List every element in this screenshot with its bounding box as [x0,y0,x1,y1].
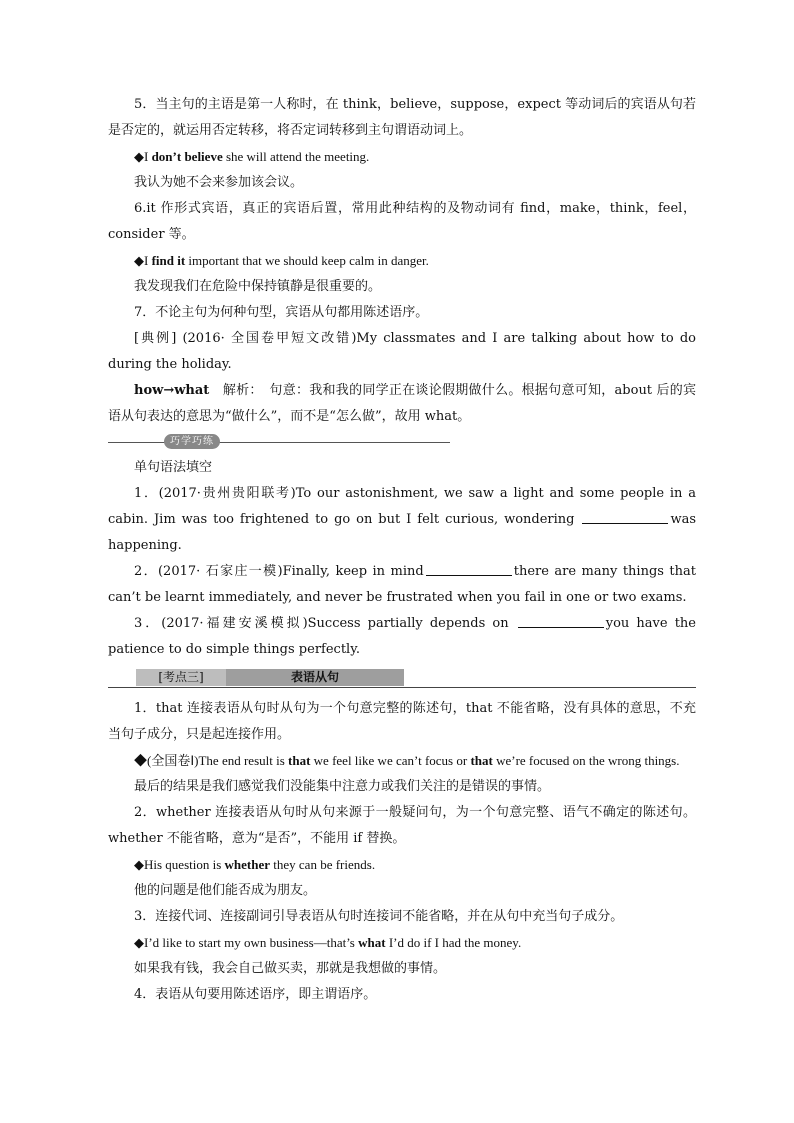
question-3: 3．(2017·福建安溪模拟)Success partially depends on you have the patience to do simple things perfectly. [108,616,696,657]
answer-blank[interactable] [426,563,512,576]
example-3-translation: 如果我有钱，我会自己做买卖，那就是我想做的事情。 [134,961,447,976]
practice-badge: 巧学巧练 [164,434,220,449]
rule-3: 3．连接代词、连接副词引导表语从句时连接词不能省略，并在从句中充当句子成分。 [134,909,624,924]
practice-divider [108,433,696,451]
rule-6: 6.it 作形式宾语，真正的宾语后置，常用此种结构的及物动词有 find，make，think，feel，consider 等。 [108,201,696,242]
section-title: 表语从句 [226,669,404,686]
rule-7: 7．不论主句为何种句型，宾语从句都用陈述语序。 [134,305,429,320]
document-page [108,92,696,1008]
section-tag: [考点三] [136,669,226,686]
example-6-translation: 我发现我们在危险中保持镇静是很重要的。 [134,279,382,294]
rule-2: 2．whether 连接表语从句时从句来源于一般疑问句，为一个句意完整、语气不确定的陈述句。whether 不能省略，意为“是否”，不能用 if 替换。 [108,805,696,846]
question-2: 2．(2017· 石家庄一模)Finally, keep in mind there are many things that can’t be learnt immediately, and never be frustrated when you fail in one or two exams. [108,564,697,605]
example-6: ◆I find it important that we should keep calm in danger. [134,253,429,268]
rule-4: 4．表语从句要用陈述语序，即主谓语序。 [134,987,377,1002]
example-1-translation: 最后的结果是我们感觉我们没能集中注意力或我们关注的是错误的事情。 [134,779,551,794]
example-2-translation: 他的问题是他们能否成为朋友。 [134,883,317,898]
answer-blank[interactable] [582,511,668,524]
example-5-translation: 我认为她不会来参加该会议。 [134,175,304,190]
practice-heading: 单句语法填空 [134,460,213,475]
typical-example: [典例] (2016· 全国卷甲短文改错)My classmates and I are talking about how to do during the holiday. [108,331,696,372]
divider-line [108,442,450,443]
section-header [108,669,696,688]
rule-1: 1．that 连接表语从句时从句为一个句意完整的陈述句，that 不能省略，没有具体的意思，不充当句子成分，只是起连接作用。 [108,701,696,742]
example-1: ◆(全国卷Ⅰ)The end result is that we feel like we can’t focus or that we’re focused on the wrong things. [134,753,680,768]
rule-5: 5．当主句的主语是第一人称时，在 think，believe，suppose，expect 等动词后的宾语从句若是否定的，就运用否定转移，将否定词转移到主句谓语动词上。 [108,97,696,138]
example-3: ◆I’d like to start my own business—that’s what I’d do if I had the money. [134,935,522,950]
example-5: ◆I don’t believe she will attend the meeting. [134,149,370,164]
answer-analysis: how→what 解析： 句意：我和我的同学正在谈论假期做什么。根据句意可知，about 后的宾语从句表达的意思为“做什么”，而不是“怎么做”，故用 what。 [108,383,696,424]
example-2: ◆His question is whether they can be friends. [134,857,376,872]
question-1: 1．(2017·贵州贵阳联考)To our astonishment, we saw a light and some people in a cabin. Jim was too frightened to go on but I felt curious, wondering was happening. [108,486,696,553]
answer-blank[interactable] [518,615,604,628]
